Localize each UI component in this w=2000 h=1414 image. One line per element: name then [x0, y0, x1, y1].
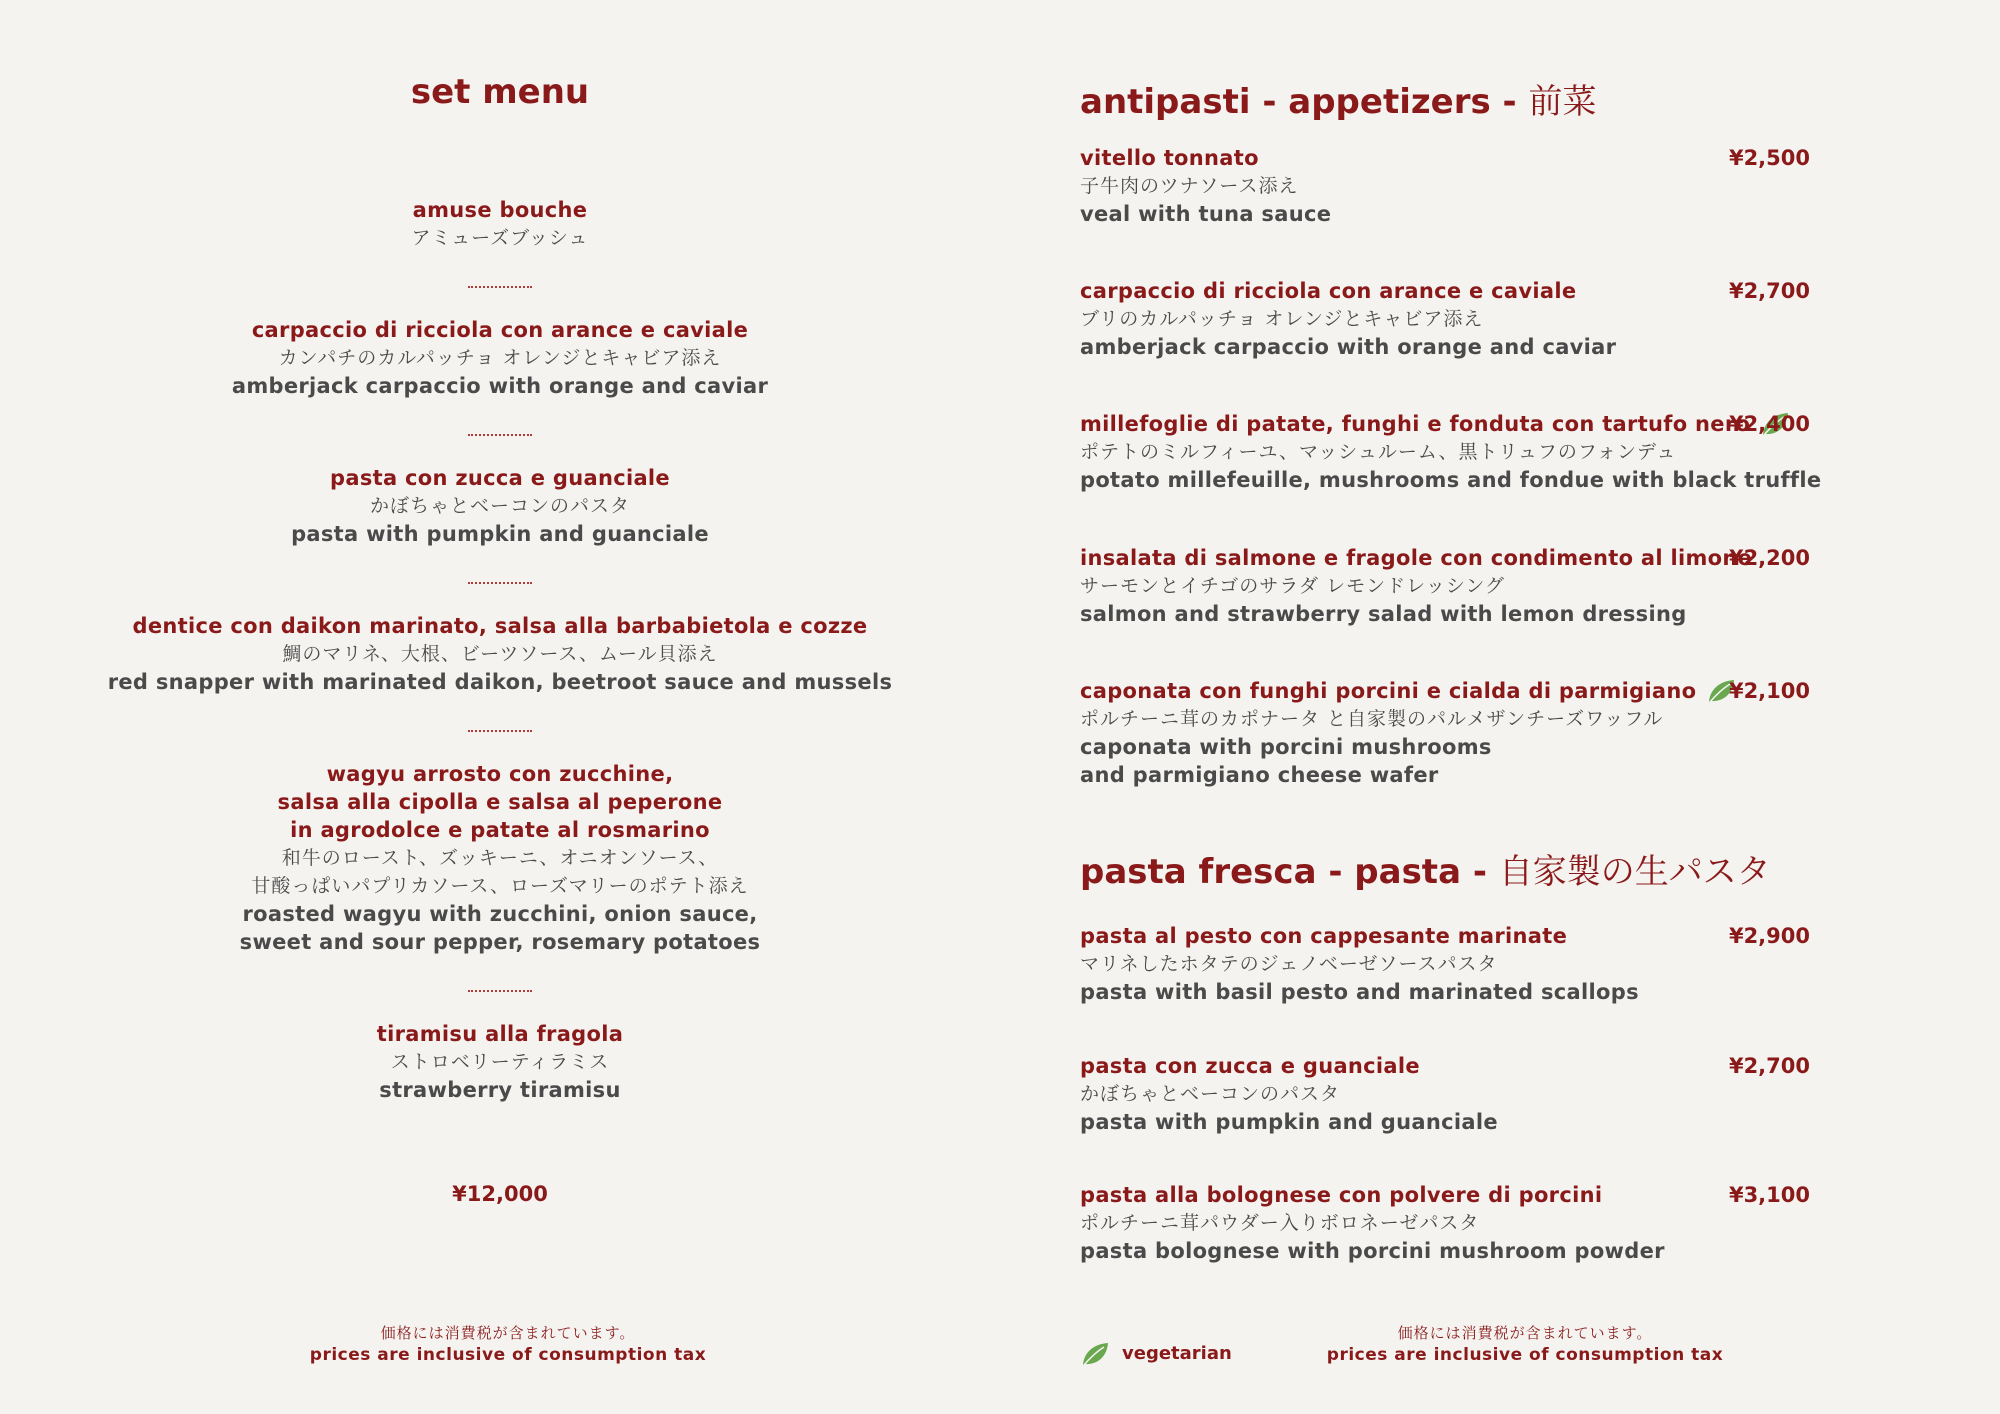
course-english: strawberry tiramisu: [379, 1078, 621, 1102]
divider: [468, 730, 532, 732]
menu-item-zucca: [1080, 1052, 1900, 1136]
tax-note-english: prices are inclusive of consumption tax: [1326, 1345, 1724, 1365]
vegetarian-legend: [1080, 1340, 1232, 1368]
item-english: potato millefeuille, mushrooms and fondue with black truffle: [1080, 468, 1822, 492]
menu-item-vitello-tonnato: [1080, 144, 1900, 228]
item-price: ¥3,100: [1728, 1183, 1810, 1207]
item-italian: vitello tonnato: [1080, 146, 1259, 170]
antipasti-heading: [1080, 74, 1597, 123]
item-english: pasta bolognese with porcini mushroom powder: [1080, 1239, 1665, 1263]
menu-item-insalata: [1080, 544, 1900, 628]
item-price: ¥2,700: [1728, 1054, 1810, 1078]
set-menu-price: ¥12,000: [452, 1182, 548, 1206]
item-price: ¥2,400: [1728, 412, 1810, 436]
tax-note: [1275, 1322, 1775, 1366]
item-price: ¥2,200: [1728, 546, 1810, 570]
a-la-carte-page: [1000, 0, 2000, 1414]
course-tiramisu: [0, 1020, 1000, 1104]
tax-note-english: prices are inclusive of consumption tax: [309, 1345, 707, 1365]
course-italian: tiramisu alla fragola: [376, 1022, 624, 1046]
menu-item-millefoglie: [1080, 410, 1900, 494]
pasta-heading-italian: pasta fresca - pasta -: [1080, 852, 1487, 892]
item-english-line-1: caponata with porcini mushrooms: [1080, 735, 1492, 759]
item-english: veal with tuna sauce: [1080, 202, 1332, 226]
item-japanese: ポルチーニ茸のカポナータ と自家製のパルメザンチーズワッフル: [1080, 708, 1664, 730]
course-italian: dentice con daikon marinato, salsa alla barbabietola e cozze: [132, 614, 868, 638]
item-italian: carpaccio di ricciola con arance e caviale: [1080, 279, 1577, 303]
tax-note-japanese: 価格には消費税が含まれています。: [1397, 1324, 1653, 1342]
course-italian-line-3: in agrodolce e patate al rosmarino: [290, 818, 710, 842]
menu-item-caponata: [1080, 677, 1900, 789]
antipasti-heading-italian: antipasti - appetizers -: [1080, 82, 1517, 122]
item-japanese: かぼちゃとベーコンのパスタ: [1080, 1083, 1341, 1105]
item-japanese: 子牛肉のツナソース添え: [1080, 175, 1299, 197]
course-dentice: [0, 612, 1000, 696]
tax-note: [258, 1322, 758, 1366]
item-japanese: ポテトのミルフィーユ、マッシュルーム、黒トリュフのフォンデュ: [1080, 441, 1677, 463]
divider: [468, 582, 532, 584]
leaf-icon: [1080, 1340, 1110, 1368]
menu-item-bolognese: [1080, 1181, 1900, 1265]
item-italian-text: caponata con funghi porcini e cialda di parmigiano: [1080, 679, 1697, 703]
menu-item-pesto: [1080, 922, 1900, 1006]
item-japanese: ブリのカルパッチョ オレンジとキャビア添え: [1080, 308, 1484, 330]
item-price: ¥2,700: [1728, 279, 1810, 303]
course-english-line-2: sweet and sour pepper, rosemary potatoes: [239, 930, 761, 954]
item-italian: pasta al pesto con cappesante marinate: [1080, 924, 1568, 948]
course-english: amberjack carpaccio with orange and caviar: [231, 374, 769, 398]
course-wagyu: [0, 760, 1000, 956]
course-italian: pasta con zucca e guanciale: [330, 466, 670, 490]
item-price: ¥2,500: [1728, 146, 1810, 170]
course-carpaccio: [0, 316, 1000, 400]
item-english: salmon and strawberry salad with lemon dressing: [1080, 602, 1687, 626]
course-japanese: かぼちゃとベーコンのパスタ: [369, 495, 630, 517]
course-japanese: 鯛のマリネ、大根、ビーツソース、ムール貝添え: [282, 643, 718, 665]
course-english: pasta with pumpkin and guanciale: [291, 522, 709, 546]
item-english: pasta with pumpkin and guanciale: [1080, 1110, 1498, 1134]
item-japanese: ポルチーニ茸パウダー入りボロネーゼパスタ: [1080, 1212, 1480, 1234]
course-japanese: アミューズブッシュ: [411, 227, 589, 249]
menu-item-carpaccio: [1080, 277, 1900, 361]
item-price: ¥2,900: [1728, 924, 1810, 948]
divider: [468, 434, 532, 436]
divider: [468, 990, 532, 992]
course-italian: carpaccio di ricciola con arance e caviale: [251, 318, 749, 342]
item-italian: pasta con zucca e guanciale: [1080, 1054, 1420, 1078]
course-english-line-1: roasted wagyu with zucchini, onion sauce,: [242, 902, 758, 926]
course-amuse-bouche: [0, 196, 1000, 252]
pasta-heading: [1080, 844, 1771, 893]
item-price: ¥2,100: [1728, 679, 1810, 703]
course-japanese-line-2: 甘酸っぱいパプリカソース、ローズマリーのポテト添え: [251, 875, 749, 897]
item-english-line-2: and parmigiano cheese wafer: [1080, 763, 1439, 787]
course-japanese-line-1: 和牛のロースト、ズッキーニ、オニオンソース、: [281, 847, 719, 869]
divider: [468, 286, 532, 288]
item-italian: insalata di salmone e fragole con condimento al limone: [1080, 546, 1753, 570]
course-italian-line-1: wagyu arrosto con zucchine,: [326, 762, 674, 786]
course-italian-line-2: salsa alla cipolla e salsa al peperone: [277, 790, 723, 814]
tax-note-japanese: 価格には消費税が含まれています。: [380, 1324, 636, 1342]
course-japanese: カンパチのカルパッチョ オレンジとキャビア添え: [278, 347, 722, 369]
item-italian-text: millefoglie di patate, funghi e fonduta con tartufo nero: [1080, 412, 1751, 436]
item-english: amberjack carpaccio with orange and caviar: [1080, 335, 1617, 359]
course-pasta: [0, 464, 1000, 548]
course-english: red snapper with marinated daikon, beetroot sauce and mussels: [107, 670, 893, 694]
pasta-heading-japanese: 自家製の生パスタ: [1498, 852, 1771, 892]
item-japanese: サーモンとイチゴのサラダ レモンドレッシング: [1080, 575, 1506, 597]
vegetarian-label: vegetarian: [1122, 1343, 1232, 1364]
item-japanese: マリネしたホタテのジェノベーゼソースパスタ: [1080, 953, 1498, 975]
item-italian: pasta alla bolognese con polvere di porcini: [1080, 1183, 1603, 1207]
set-menu-title: set menu: [410, 72, 590, 112]
course-italian: amuse bouche: [412, 198, 588, 222]
antipasti-heading-japanese: 前菜: [1528, 82, 1597, 122]
course-japanese: ストロベリーティラミス: [390, 1051, 610, 1073]
item-english: pasta with basil pesto and marinated scallops: [1080, 980, 1639, 1004]
